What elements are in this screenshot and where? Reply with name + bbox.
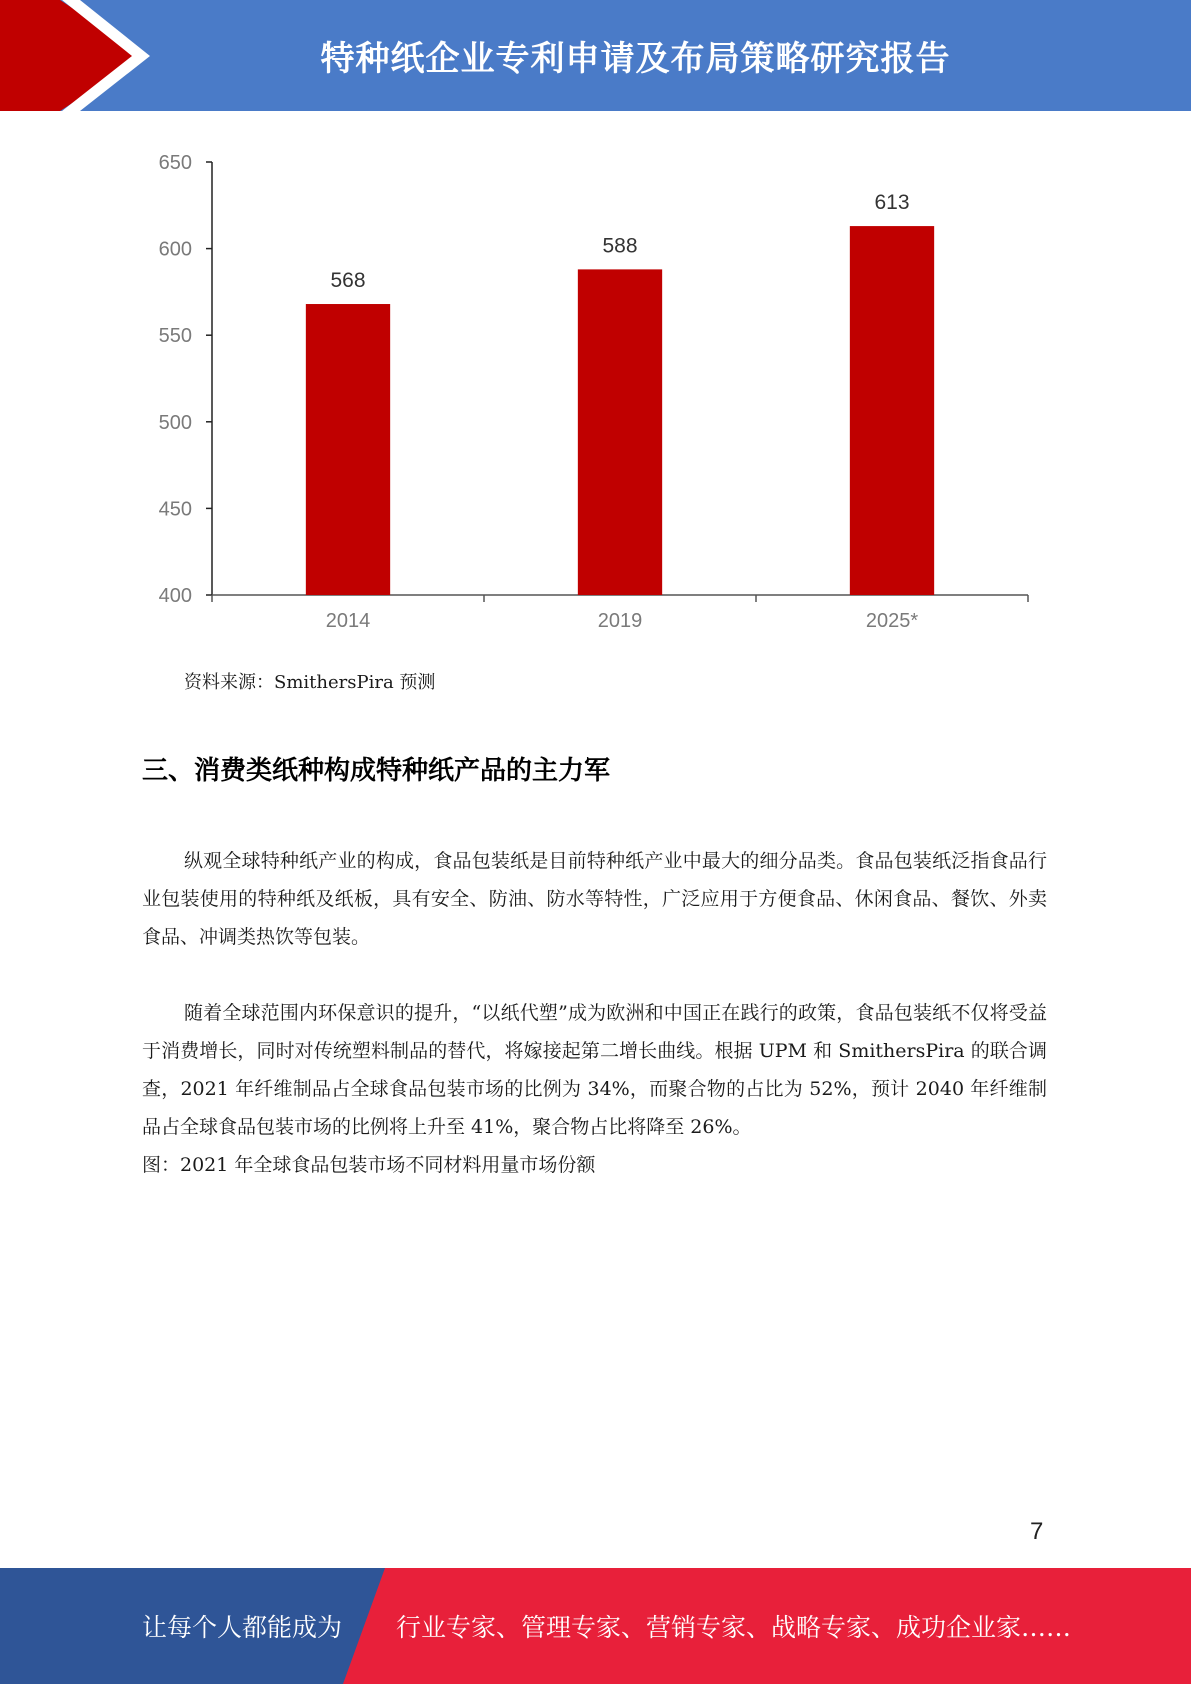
paragraph-2: 随着全球范围内环保意识的提升，“以纸代塑”成为欧洲和中国正在践行的政策，食品包装纸不仅将受益于消费增长，同时对传统塑料制品的替代，将嫁接起第二增长曲线。根据 UPM 和 SmithersPira 的联合调查，2021 年纤维制品占全球食品包装市场的比例为 34%，而聚合物的占比为 52%，预计 2040 年纤维制品占全球食品包装市场的比例将上升至 41%，聚合物占比将降至 26%。 [142, 1002, 1047, 1138]
y-tick-label: 500 [158, 411, 192, 434]
footer-slogan-right: 行业专家、管理专家、营销专家、战略专家、成功企业家…… [396, 1613, 1072, 1642]
y-tick-label: 400 [158, 585, 192, 607]
bar [850, 226, 934, 595]
bar-chart [140, 140, 1040, 640]
x-tick-label: 2019 [597, 610, 643, 632]
header-band [0, 0, 1191, 111]
bar-data-label: 568 [330, 269, 366, 293]
y-tick-label: 450 [158, 498, 192, 521]
x-tick-label: 2025* [865, 610, 919, 632]
x-tick-label: 2014 [325, 610, 371, 632]
header-chevron-icon [0, 0, 160, 111]
footer-slogan-left: 让每个人都能成为 [142, 1613, 343, 1642]
y-tick-label: 550 [158, 325, 192, 348]
paragraph-1: 纵观全球特种纸产业的构成，食品包装纸是目前特种纸产业中最大的细分品类。食品包装纸泛指食品行业包装使用的特种纸及纸板，具有安全、防油、防水等特性，广泛应用于方便食品、休闲食品、餐饮、外卖食品、冲调类热饮等包装。 [142, 850, 1047, 948]
report-title: 特种纸企业专利申请及布局策略研究报告 [320, 39, 951, 79]
footer-band [0, 1568, 1191, 1684]
y-tick-label: 650 [158, 152, 192, 174]
source-note: 资料来源：SmithersPira 预测 [184, 672, 436, 693]
bar-data-label: 588 [602, 234, 638, 258]
section-heading: 三、消费类纸种构成特种纸产品的主力军 [142, 756, 611, 786]
bar [578, 269, 662, 595]
bar [306, 304, 390, 595]
page-number: 7 [1030, 1518, 1044, 1545]
bar-data-label: 613 [874, 191, 910, 215]
y-tick-label: 600 [158, 238, 192, 261]
bar-chart-svg [140, 140, 1040, 640]
figure-caption: 图：2021 年全球食品包装市场不同材料用量市场份额 [142, 1154, 596, 1176]
